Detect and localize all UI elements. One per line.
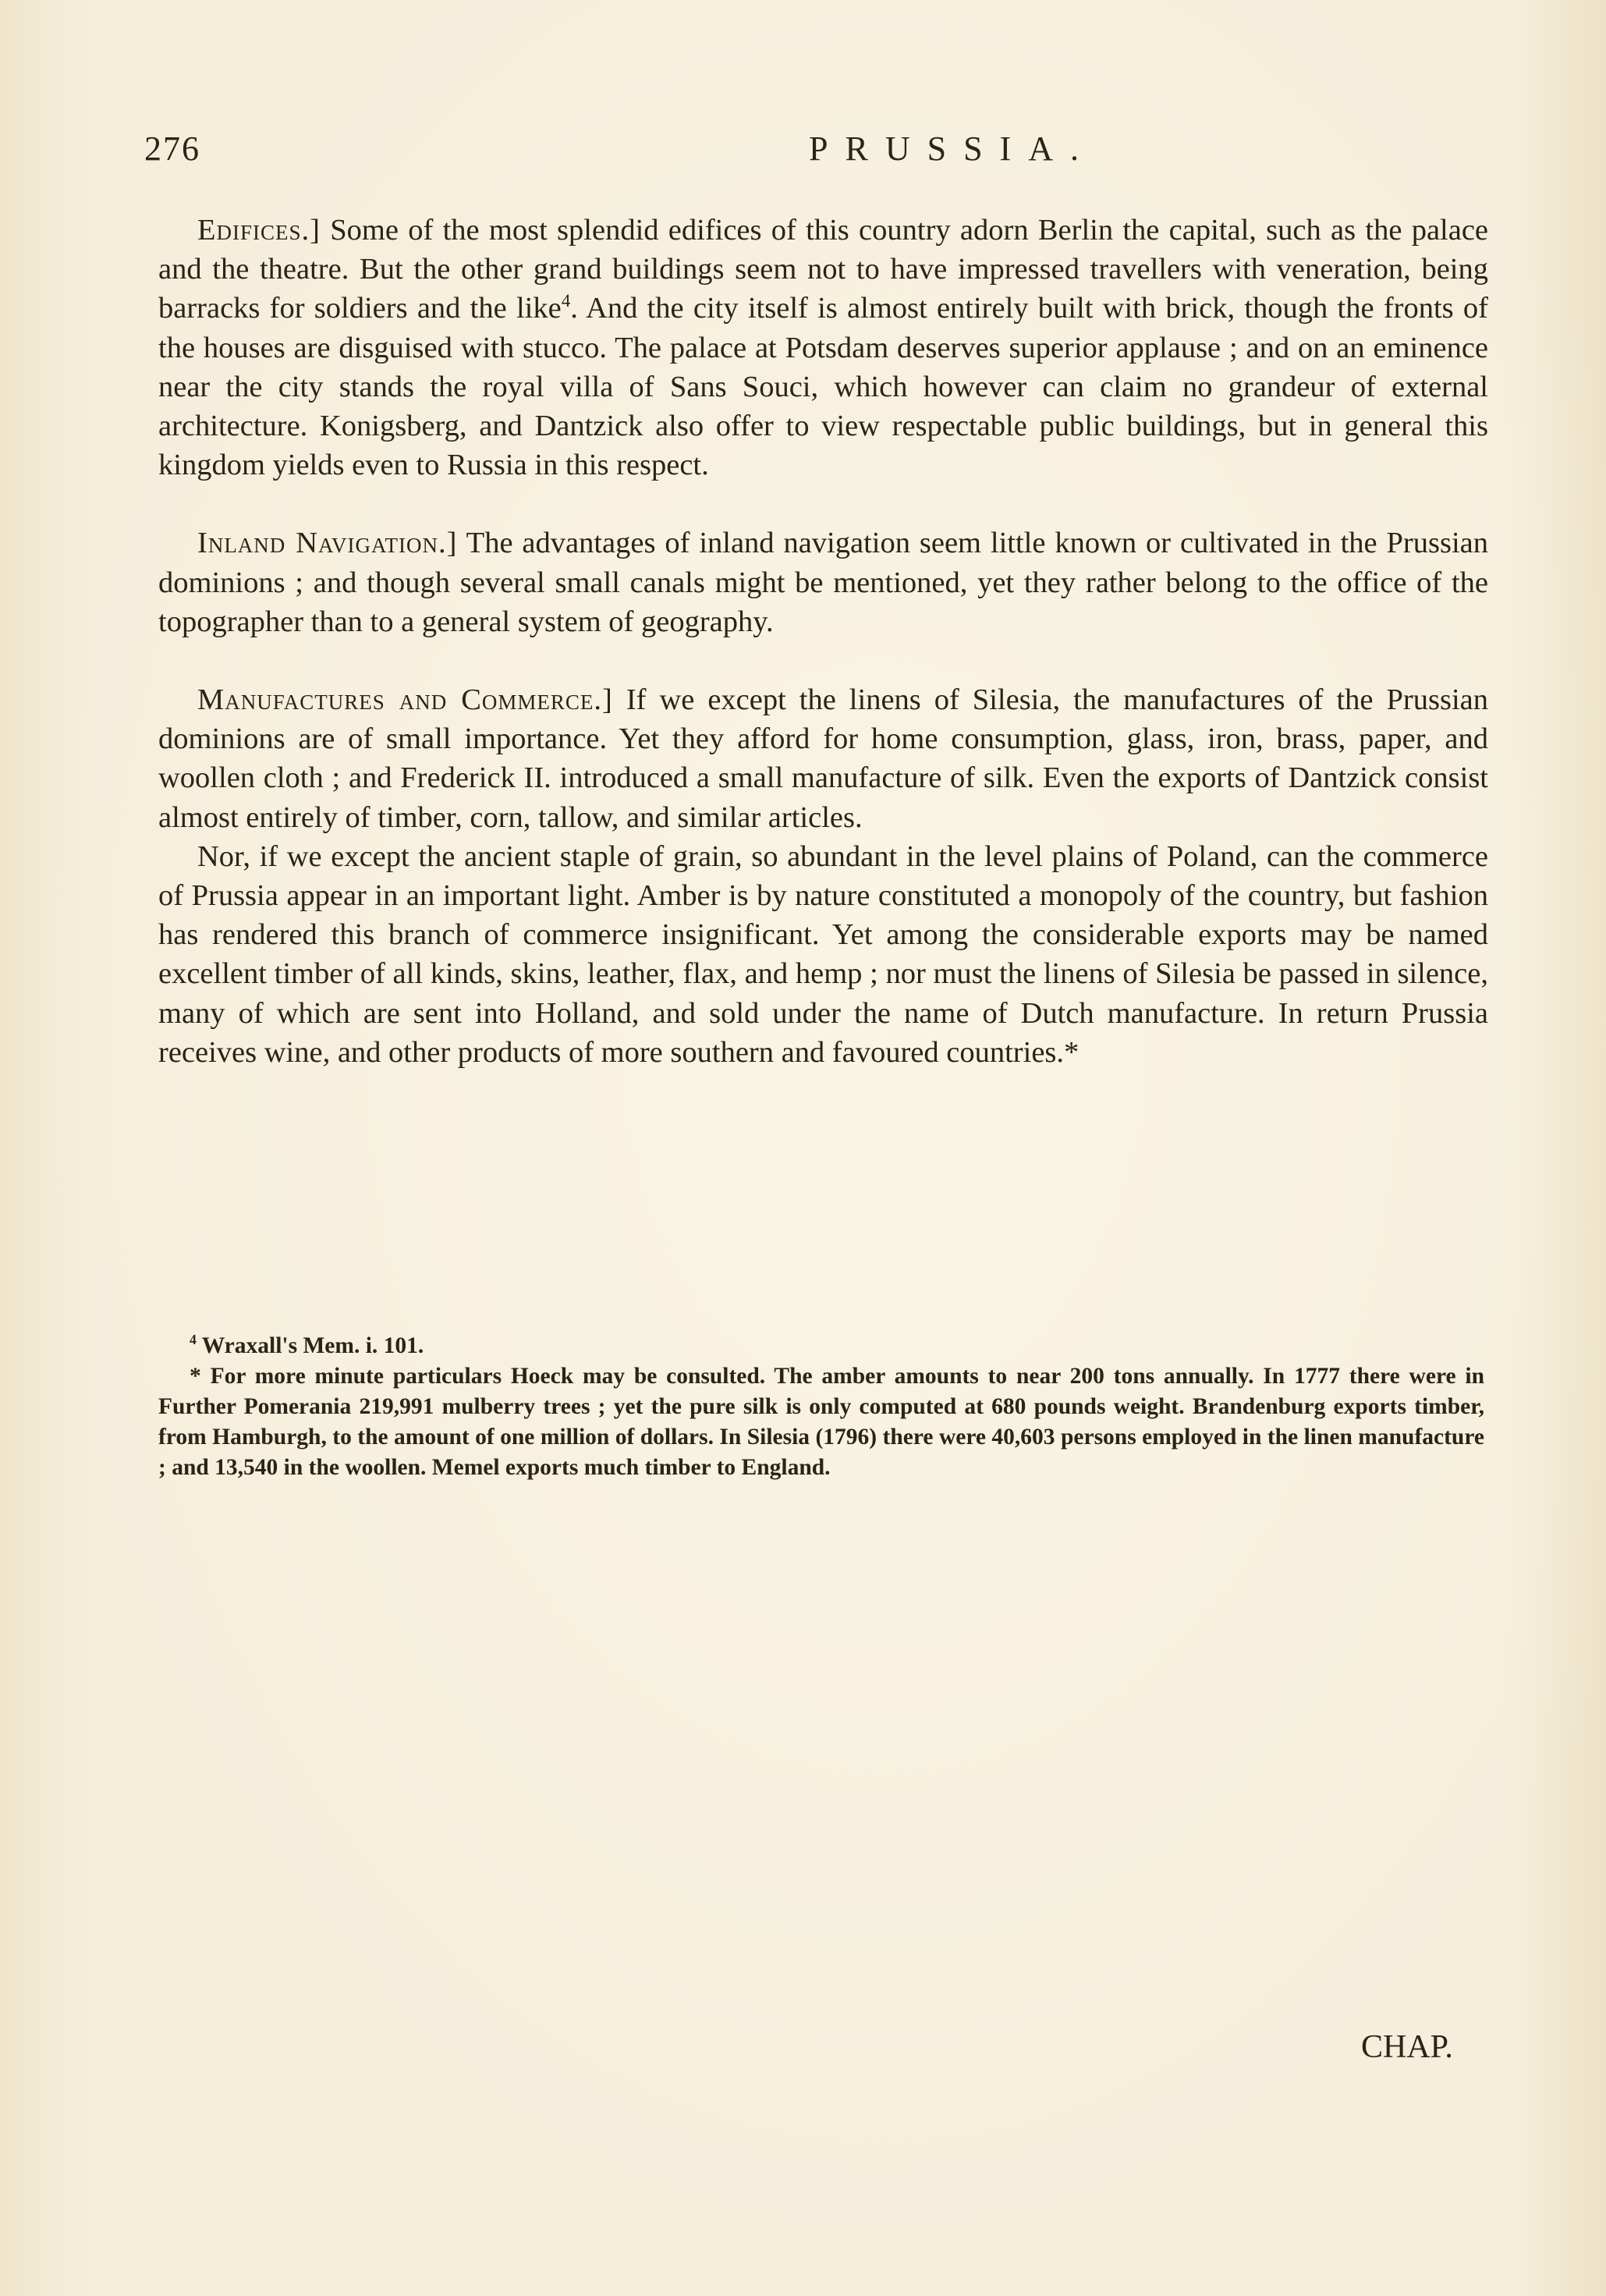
section-text: The advantages of inland navigation seem little known or cultivated in the Prussian dominions ; and though several small canals might be mentioned, yet they rather belong to the office of the topographer than to a general system of geography. <box>158 527 1488 638</box>
paragraph-text: Nor, if we except the ancient staple of grain, so abundant in the level plains of Poland, can the commerce of Prussia appear in an important light. Amber is by nature constituted a monopoly of the country, but fashion has rendered this branch of commerce insignificant. Yet among the considerable exports may be named excellent timber of all kinds, skins, leather, flax, and hemp ; nor must the linens of Silesia be passed in silence, many of which are sent into Holland, and sold under the name of Dutch manufacture. In return Prussia receives wine, and other products of more southern and favoured countries.* <box>158 839 1488 1069</box>
page-number: 276 <box>144 130 200 168</box>
section-manufactures-commerce <box>158 680 1488 837</box>
running-head: PRUSSIA. <box>809 130 1096 168</box>
footnote <box>158 1361 1484 1483</box>
footnote-text: Wraxall's Mem. i. 101. <box>201 1333 424 1358</box>
paragraph-commerce <box>158 837 1488 1072</box>
section-inland-navigation <box>158 523 1488 641</box>
footnote-reference: 4 <box>561 290 571 311</box>
section-heading: Edifices.] <box>197 214 321 247</box>
section-text-continued: . And the city itself is almost entirely built with brick, though the fronts of the houses are disguised with stucco. The palace at Potsdam deserves superior applause ; and on an eminence near the city stands the royal villa of Sans Souci, which however can claim no grandeur of external architecture. Konigsberg, and Dantzick also offer to view respectable public buildings, but in general this kingdom yields even to Russia in this respect. <box>158 292 1488 482</box>
main-text <box>158 211 1488 1072</box>
footnote-mark: 4 <box>190 1332 197 1348</box>
page-header <box>144 129 1486 176</box>
catchword: CHAP. <box>1361 2029 1453 2065</box>
section-heading: Manufactures and Commerce.] <box>197 683 613 717</box>
footnote <box>158 1331 1484 1361</box>
section-heading: Inland Navigation.] <box>197 527 458 560</box>
section-text: If we except the linens of Silesia, the manufactures of the Prussian dominions are of small importance. Yet they afford for home consumption, glass, iron, brass, paper, and woollen cloth ; and Frederick II. introduced a small manufacture of silk. Even the exports of Dantzick consist almost entirely of timber, corn, tallow, and similar articles. <box>158 683 1488 834</box>
footnotes <box>158 1331 1484 1483</box>
section-edifices <box>158 211 1488 484</box>
section-text: Some of the most splendid edifices of this country adorn Berlin the capital, such as the palace and the theatre. But the other grand buildings seem not to have impressed travellers with veneration, being barracks for soldiers and the like <box>158 214 1488 325</box>
footnote-text: For more minute particulars Hoeck may be consulted. The amber amounts to near 200 tons annually. In 1777 there were in Further Pomerania 219,991 mulberry trees ; yet the pure silk is only computed at 680 pounds weight. Brandenburg exports timber, from Hamburgh, to the amount of one million of dollars. In Silesia (1796) there were 40,603 persons employed in the linen manufacture ; and 13,540 in the woollen. Memel exports much timber to England. <box>158 1364 1485 1480</box>
footnote-mark: * <box>190 1364 201 1389</box>
